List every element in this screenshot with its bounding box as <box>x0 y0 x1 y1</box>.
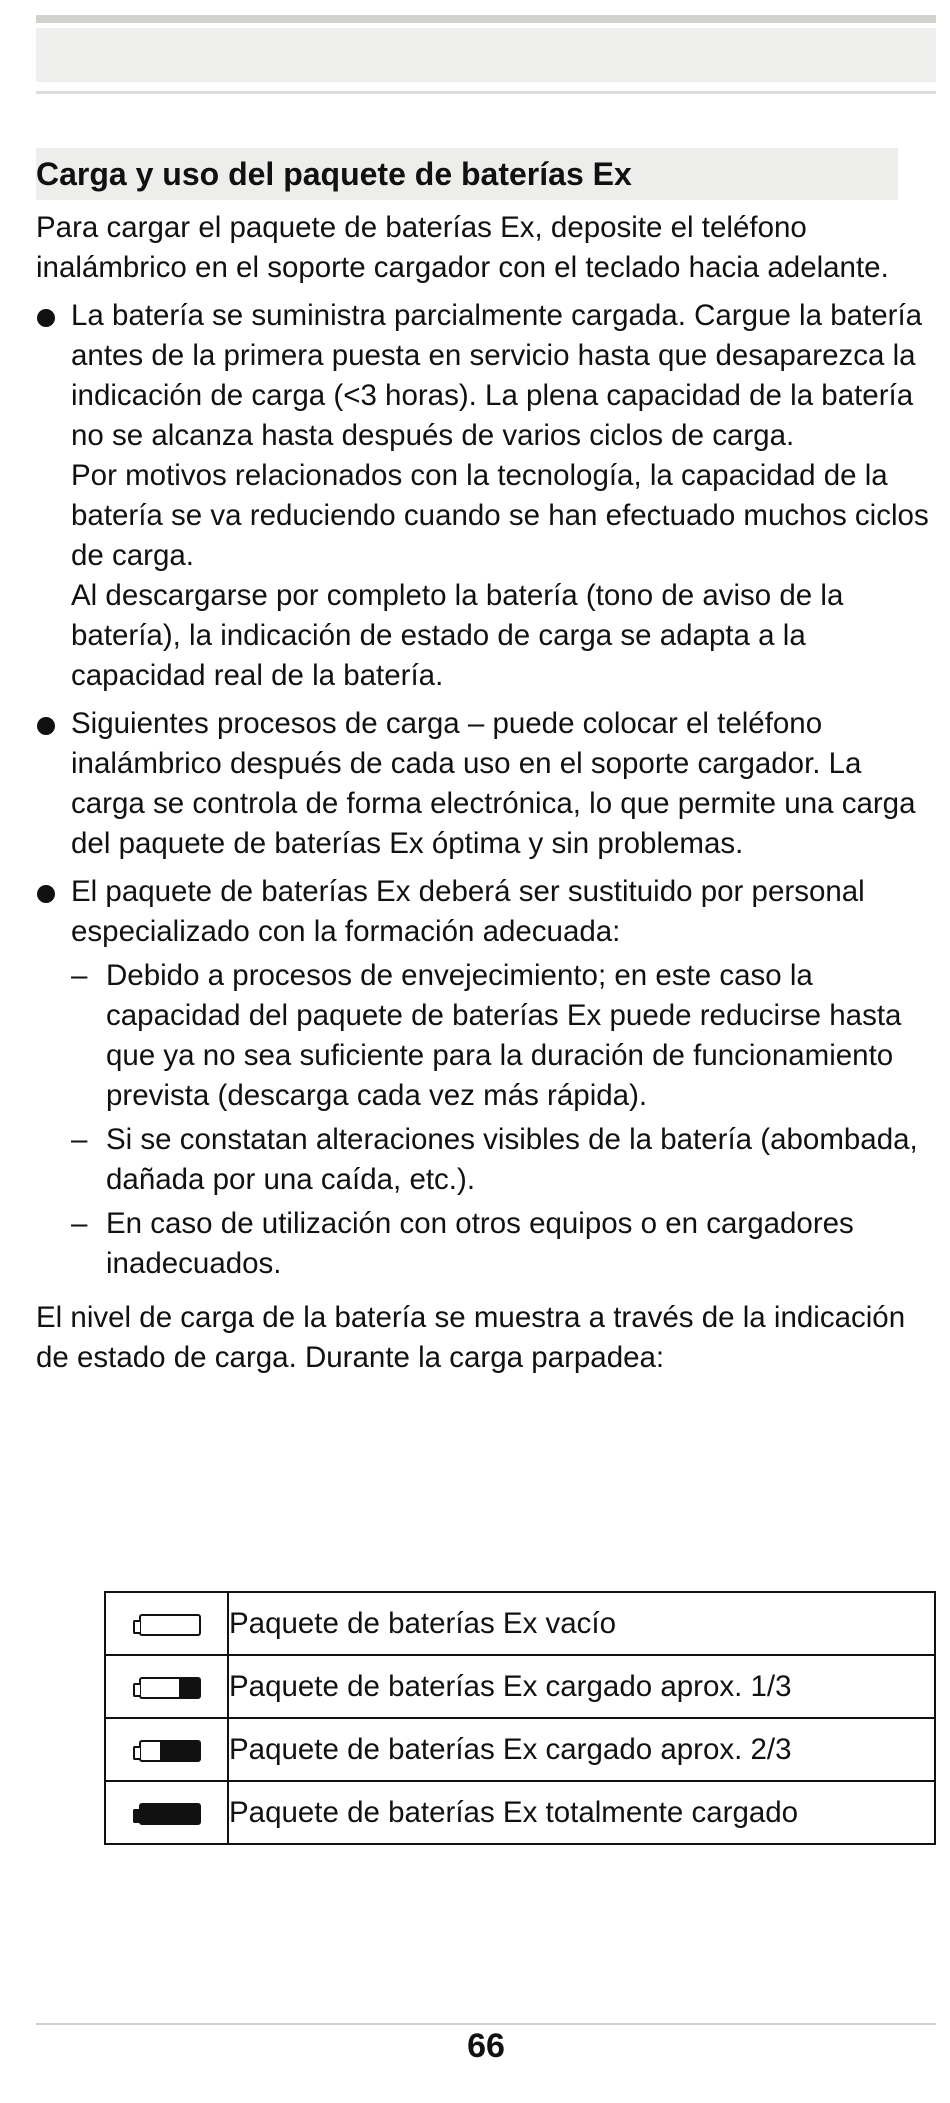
dash-item-text: En caso de utilización con otros equipos o en cargadores inadecuados. <box>106 1207 854 1280</box>
charge-level-table-body <box>105 1592 935 1844</box>
bullet-item-initial-charge <box>36 296 936 696</box>
charge-level-icon-cell <box>105 1655 228 1718</box>
bullet-icon <box>37 717 55 735</box>
battery-two-thirds-icon <box>139 1740 201 1762</box>
dash-symbol: – <box>71 959 88 992</box>
charge-level-icon-cell <box>105 1781 228 1844</box>
battery-empty-icon <box>139 1614 201 1636</box>
charge-level-row <box>105 1592 935 1655</box>
bullet-item-replacement <box>36 872 936 1284</box>
battery-full-icon <box>139 1803 201 1825</box>
battery-fill <box>179 1679 198 1697</box>
bullet-icon <box>37 885 55 903</box>
charge-level-label: Paquete de baterías Ex cargado aprox. 1/3 <box>228 1655 935 1718</box>
top-rule <box>36 15 936 23</box>
bullet-list <box>36 296 936 1284</box>
dash-item <box>71 1120 936 1200</box>
charge-level-row <box>105 1781 935 1844</box>
charge-level-label: Paquete de baterías Ex totalmente cargado <box>228 1781 935 1844</box>
bullet-text: Por motivos relacionados con la tecnología, la capacidad de la batería se va reduciendo cuando se han efectuado muchos ciclos de carga. <box>71 459 929 572</box>
header-band <box>36 28 936 82</box>
dash-item <box>71 956 936 1116</box>
bullet-item-subsequent-charging <box>36 704 936 864</box>
battery-fill <box>141 1805 199 1823</box>
dash-item-text: Si se constatan alteraciones visibles de la batería (abombada, dañada por una caída, etc.). <box>106 1123 918 1196</box>
battery-one-third-icon <box>139 1677 201 1699</box>
charge-level-row <box>105 1655 935 1718</box>
charge-level-label: Paquete de baterías Ex vacío <box>228 1592 935 1655</box>
bullet-text: El paquete de baterías Ex deberá ser sustituido por personal especializado con la formación adecuada: <box>71 875 865 948</box>
page-content <box>36 148 936 1378</box>
header-rule <box>36 91 936 94</box>
dash-item-text: Debido a procesos de envejecimiento; en este caso la capacidad del paquete de baterías Ex puede reducirse hasta que ya no sea suficiente para la duración de funcionamiento prevista (descarga cada vez más rápida). <box>106 959 902 1112</box>
dash-symbol: – <box>71 1207 88 1240</box>
bullet-icon <box>37 309 55 327</box>
charge-level-intro: El nivel de carga de la batería se muestra a través de la indicación de estado de carga. Durante la carga parpadea: <box>36 1301 906 1374</box>
charge-level-icon-cell <box>105 1718 228 1781</box>
section-heading: Carga y uso del paquete de baterías Ex <box>36 148 898 200</box>
charge-level-icon-cell <box>105 1592 228 1655</box>
charge-level-table <box>104 1591 936 1845</box>
bullet-text: Al descargarse por completo la batería (tono de aviso de la batería), la indicación de estado de carga se adapta a la capacidad real de la batería. <box>71 579 844 692</box>
bullet-text: Siguientes procesos de carga – puede colocar el teléfono inalámbrico después de cada uso en el soporte cargador. La carga se controla de forma electrónica, lo que permite una carga del paquete de baterías Ex óptima y sin problemas. <box>71 707 916 860</box>
dash-list <box>71 956 936 1284</box>
charge-level-label: Paquete de baterías Ex cargado aprox. 2/3 <box>228 1718 935 1781</box>
battery-fill <box>160 1742 199 1760</box>
intro-paragraph: Para cargar el paquete de baterías Ex, deposite el teléfono inalámbrico en el soporte cargador con el teclado hacia adelante. <box>36 211 889 284</box>
page-number: 66 <box>467 2027 505 2065</box>
charge-level-row <box>105 1718 935 1781</box>
bullet-text: La batería se suministra parcialmente cargada. Cargue la batería antes de la primera puesta en servicio hasta que desaparezca la indicación de carga (<3 horas). La plena capacidad de la batería no se alcanza hasta después de varios ciclos de carga. <box>71 299 923 452</box>
dash-item <box>71 1204 936 1284</box>
dash-symbol: – <box>71 1123 88 1156</box>
